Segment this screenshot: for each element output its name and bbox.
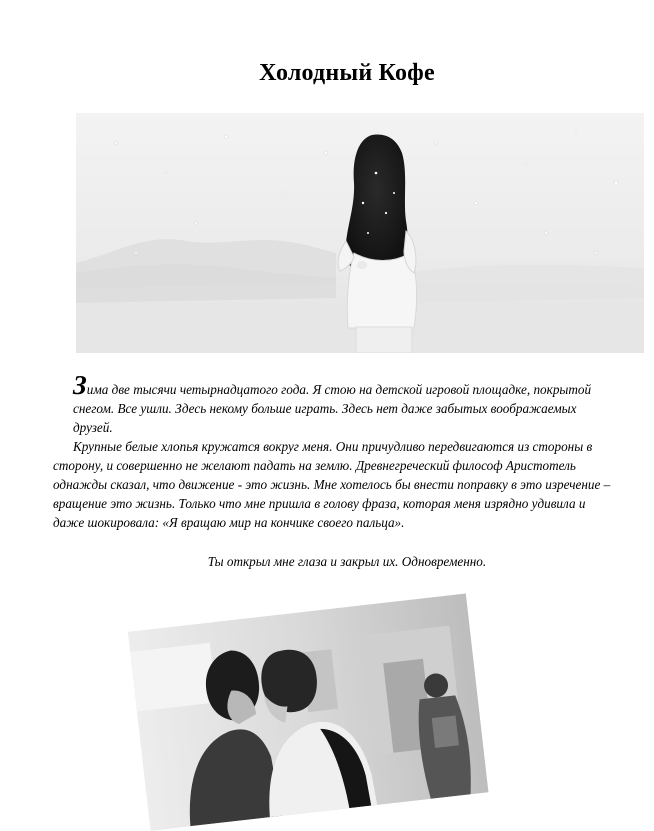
- paragraph-2: Крупные белые хлопья кружатся вокруг меня. Они причудливо передвигаются из стороны в сторону, и совершенно не желают падать на землю. Древнегреческий философ Аристотель однажды сказал, что движение - это жизнь. Мне хотелось бы внести поправку в это изречение – вращение это жизнь. Только что мне пришла в голову фраза, которая меня изрядно удивила и даже шокировала: «Я вращаю мир на кончике своего пальца».: [53, 439, 611, 530]
- girl-in-snow-photo: [76, 113, 644, 353]
- story-text: [53, 370, 613, 532]
- girl-in-snow-illustration: [76, 113, 644, 353]
- quote-line: Ты открыл мне глаза и закрыл их. Одновременно.: [207, 554, 487, 569]
- couple-kiss-photo: [128, 594, 488, 831]
- dropcap-letter: З: [73, 370, 87, 400]
- page-title: Холодный Кофе: [259, 60, 435, 86]
- couple-kiss-illustration: [128, 594, 488, 831]
- paragraph-1-text: има две тысячи четырнадцатого года. Я стою на детской игровой площадке, покрытой снегом. Все ушли. Здесь некому больше играть. Здесь нет даже забытых воображаемых друзей.: [73, 382, 592, 435]
- paragraph-1: [53, 370, 613, 437]
